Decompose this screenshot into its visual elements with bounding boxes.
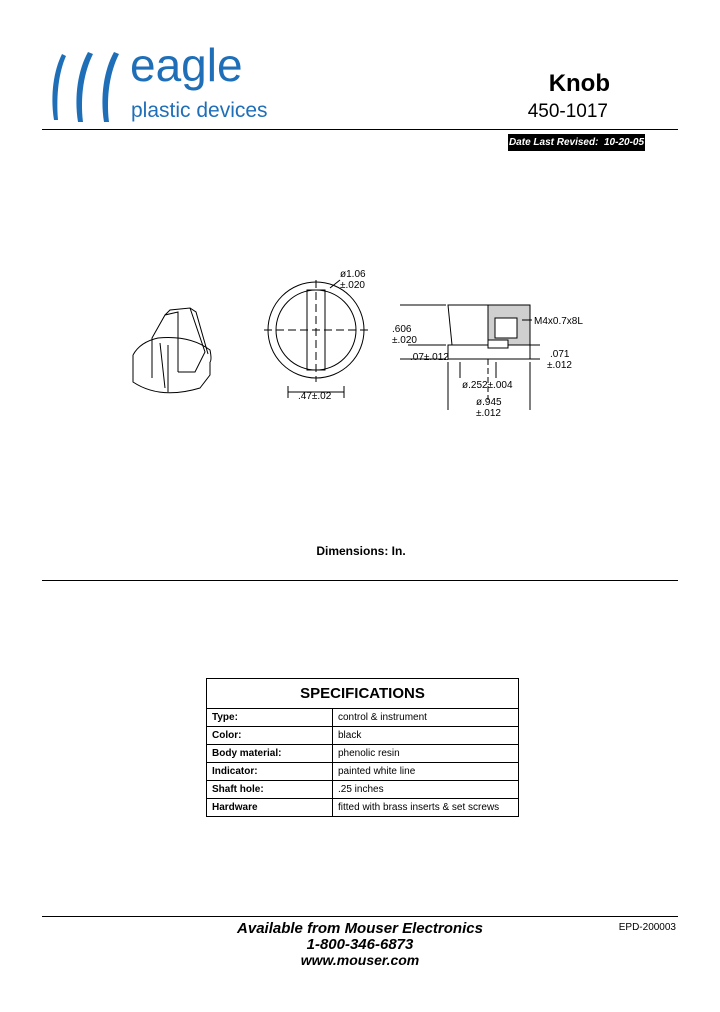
spec-row bbox=[207, 781, 519, 799]
revised-label: Date Last Revised: bbox=[508, 137, 599, 148]
logo-subtitle: plastic devices bbox=[131, 99, 268, 122]
knob-isometric-view bbox=[133, 308, 211, 393]
part-number: 450-1017 bbox=[527, 101, 608, 122]
spec-value: phenolic resin bbox=[333, 745, 519, 763]
footer-website-link[interactable]: www.mouser.com bbox=[300, 952, 420, 968]
spec-row bbox=[207, 763, 519, 781]
spec-value: fitted with brass inserts & set screws bbox=[333, 799, 519, 817]
dimensions-note: Dimensions: In. bbox=[316, 544, 406, 558]
document-code: EPD-200003 bbox=[618, 922, 676, 933]
footer-availability: Available from Mouser Electronics bbox=[237, 920, 483, 937]
dim-dia-945-tol: ±.012 bbox=[476, 408, 501, 419]
spec-value: black bbox=[333, 727, 519, 745]
spec-row bbox=[207, 799, 519, 817]
page-title: Knob bbox=[548, 70, 610, 97]
spec-row bbox=[207, 745, 519, 763]
spec-value: painted white line bbox=[333, 763, 519, 781]
logo-stripes-icon bbox=[48, 50, 128, 126]
spec-value: .25 inches bbox=[333, 781, 519, 799]
dim-bore: ø.252±.004 bbox=[462, 380, 513, 391]
footer-phone: 1-800-346-6873 bbox=[306, 936, 414, 953]
spec-label: Indicator: bbox=[207, 763, 333, 781]
revised-badge bbox=[508, 134, 645, 151]
dim-step-071: .071 bbox=[550, 349, 570, 360]
spec-value: control & instrument bbox=[333, 709, 519, 727]
technical-drawing bbox=[0, 260, 720, 430]
logo-wordmark: eagle bbox=[130, 39, 243, 91]
spec-row bbox=[207, 709, 519, 727]
header-divider bbox=[42, 129, 678, 130]
footer-divider bbox=[42, 916, 678, 917]
spec-heading: SPECIFICATIONS bbox=[207, 679, 519, 709]
dim-width-047: .47±.02 bbox=[298, 391, 332, 402]
dim-thread: M4x0.7x8L bbox=[534, 316, 583, 327]
spec-label: Color: bbox=[207, 727, 333, 745]
spec-label: Body material: bbox=[207, 745, 333, 763]
spec-label: Type: bbox=[207, 709, 333, 727]
dim-skirt-07: .07±.012 bbox=[410, 352, 449, 363]
spec-label: Shaft hole: bbox=[207, 781, 333, 799]
dim-dia-106: ø1.06 bbox=[340, 269, 366, 280]
dim-height-606-tol: ±.020 bbox=[392, 335, 417, 346]
dim-step-071-tol: ±.012 bbox=[547, 360, 572, 371]
revised-date: 10-20-05 bbox=[604, 137, 645, 148]
specifications-table bbox=[206, 678, 519, 817]
spec-row bbox=[207, 727, 519, 745]
spec-header-row bbox=[207, 679, 519, 709]
dim-height-606: .606 bbox=[392, 324, 412, 335]
spec-label: Hardware bbox=[207, 799, 333, 817]
section-divider bbox=[42, 580, 678, 581]
knob-top-view bbox=[264, 280, 368, 398]
dim-dia-106-tol: ±.020 bbox=[340, 280, 365, 291]
dim-dia-945: ø.945 bbox=[476, 397, 502, 408]
